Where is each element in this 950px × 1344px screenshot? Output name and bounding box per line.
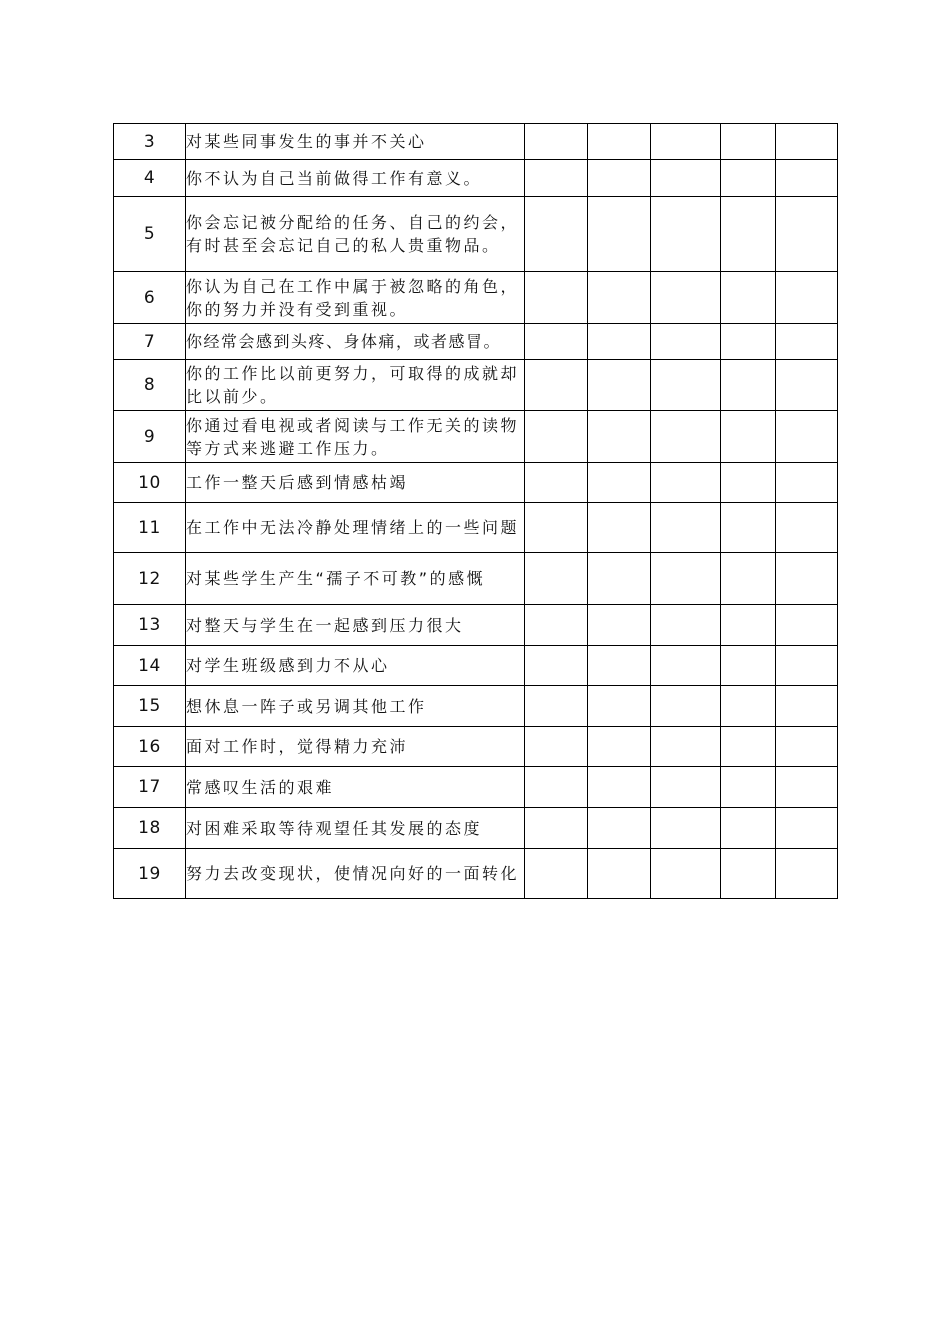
table-row xyxy=(114,360,838,411)
item-text: 你不认为自己当前做得工作有意义。 xyxy=(186,160,525,197)
answer-cell-1[interactable] xyxy=(525,808,588,849)
table-row xyxy=(114,272,838,324)
table-row xyxy=(114,124,838,160)
answer-cell-4[interactable] xyxy=(721,849,776,899)
answer-cell-1[interactable] xyxy=(525,767,588,808)
answer-cell-5[interactable] xyxy=(776,197,838,272)
answer-cell-5[interactable] xyxy=(776,360,838,411)
item-text: 在工作中无法冷静处理情绪上的一些问题 xyxy=(186,503,525,553)
answer-cell-3[interactable] xyxy=(651,686,721,727)
burnout-survey-table xyxy=(113,123,838,899)
item-text: 对整天与学生在一起感到压力很大 xyxy=(186,605,525,646)
answer-cell-1[interactable] xyxy=(525,686,588,727)
answer-cell-4[interactable] xyxy=(721,646,776,686)
item-text: 你认为自己在工作中属于被忽略的角色，你的努力并没有受到重视。 xyxy=(186,272,525,324)
answer-cell-5[interactable] xyxy=(776,808,838,849)
answer-cell-4[interactable] xyxy=(721,272,776,324)
answer-cell-5[interactable] xyxy=(776,553,838,605)
item-text: 常感叹生活的艰难 xyxy=(186,767,525,808)
answer-cell-4[interactable] xyxy=(721,767,776,808)
answer-cell-3[interactable] xyxy=(651,197,721,272)
answer-cell-2[interactable] xyxy=(588,646,651,686)
answer-cell-3[interactable] xyxy=(651,411,721,463)
answer-cell-4[interactable] xyxy=(721,411,776,463)
answer-cell-1[interactable] xyxy=(525,411,588,463)
answer-cell-5[interactable] xyxy=(776,727,838,767)
answer-cell-5[interactable] xyxy=(776,686,838,727)
answer-cell-5[interactable] xyxy=(776,463,838,503)
answer-cell-5[interactable] xyxy=(776,605,838,646)
answer-cell-2[interactable] xyxy=(588,160,651,197)
answer-cell-4[interactable] xyxy=(721,197,776,272)
answer-cell-1[interactable] xyxy=(525,727,588,767)
item-text: 工作一整天后感到情感枯竭 xyxy=(186,463,525,503)
answer-cell-2[interactable] xyxy=(588,605,651,646)
answer-cell-4[interactable] xyxy=(721,503,776,553)
answer-cell-3[interactable] xyxy=(651,124,721,160)
answer-cell-2[interactable] xyxy=(588,197,651,272)
item-number: 15 xyxy=(114,686,186,727)
answer-cell-1[interactable] xyxy=(525,605,588,646)
answer-cell-4[interactable] xyxy=(721,324,776,360)
item-text: 你的工作比以前更努力，可取得的成就却比以前少。 xyxy=(186,360,525,411)
answer-cell-1[interactable] xyxy=(525,124,588,160)
item-number: 4 xyxy=(114,160,186,197)
table-row xyxy=(114,324,838,360)
answer-cell-3[interactable] xyxy=(651,808,721,849)
answer-cell-2[interactable] xyxy=(588,686,651,727)
answer-cell-3[interactable] xyxy=(651,605,721,646)
table-row xyxy=(114,808,838,849)
answer-cell-5[interactable] xyxy=(776,411,838,463)
table-row xyxy=(114,686,838,727)
item-text: 努力去改变现状，使情况向好的一面转化 xyxy=(186,849,525,899)
answer-cell-3[interactable] xyxy=(651,727,721,767)
answer-cell-2[interactable] xyxy=(588,553,651,605)
item-number: 18 xyxy=(114,808,186,849)
item-text: 想休息一阵子或另调其他工作 xyxy=(186,686,525,727)
answer-cell-1[interactable] xyxy=(525,324,588,360)
answer-cell-2[interactable] xyxy=(588,124,651,160)
table-row xyxy=(114,197,838,272)
answer-cell-4[interactable] xyxy=(721,686,776,727)
answer-cell-3[interactable] xyxy=(651,553,721,605)
answer-cell-3[interactable] xyxy=(651,503,721,553)
answer-cell-1[interactable] xyxy=(525,463,588,503)
answer-cell-1[interactable] xyxy=(525,197,588,272)
item-number: 11 xyxy=(114,503,186,553)
item-text: 面对工作时，觉得精力充沛 xyxy=(186,727,525,767)
item-number: 19 xyxy=(114,849,186,899)
answer-cell-1[interactable] xyxy=(525,646,588,686)
item-number: 9 xyxy=(114,411,186,463)
item-text: 你经常会感到头疼、身体痛，或者感冒。 xyxy=(186,324,525,360)
answer-cell-2[interactable] xyxy=(588,503,651,553)
item-number: 7 xyxy=(114,324,186,360)
item-number: 6 xyxy=(114,272,186,324)
answer-cell-2[interactable] xyxy=(588,808,651,849)
answer-cell-5[interactable] xyxy=(776,767,838,808)
answer-cell-3[interactable] xyxy=(651,646,721,686)
answer-cell-2[interactable] xyxy=(588,411,651,463)
answer-cell-4[interactable] xyxy=(721,463,776,503)
table-row xyxy=(114,605,838,646)
answer-cell-3[interactable] xyxy=(651,272,721,324)
item-text: 对某些同事发生的事并不关心 xyxy=(186,124,525,160)
answer-cell-1[interactable] xyxy=(525,849,588,899)
answer-cell-1[interactable] xyxy=(525,272,588,324)
answer-cell-4[interactable] xyxy=(721,727,776,767)
answer-cell-5[interactable] xyxy=(776,503,838,553)
answer-cell-3[interactable] xyxy=(651,463,721,503)
item-text: 对困难采取等待观望任其发展的态度 xyxy=(186,808,525,849)
item-text: 你通过看电视或者阅读与工作无关的读物等方式来逃避工作压力。 xyxy=(186,411,525,463)
item-number: 5 xyxy=(114,197,186,272)
item-number: 13 xyxy=(114,605,186,646)
answer-cell-2[interactable] xyxy=(588,849,651,899)
answer-cell-3[interactable] xyxy=(651,767,721,808)
answer-cell-5[interactable] xyxy=(776,646,838,686)
item-number: 8 xyxy=(114,360,186,411)
answer-cell-2[interactable] xyxy=(588,767,651,808)
answer-cell-4[interactable] xyxy=(721,808,776,849)
item-number: 3 xyxy=(114,124,186,160)
answer-cell-5[interactable] xyxy=(776,160,838,197)
answer-cell-1[interactable] xyxy=(525,503,588,553)
item-number: 12 xyxy=(114,553,186,605)
item-text: 你会忘记被分配给的任务、自己的约会，有时甚至会忘记自己的私人贵重物品。 xyxy=(186,197,525,272)
answer-cell-5[interactable] xyxy=(776,124,838,160)
answer-cell-1[interactable] xyxy=(525,160,588,197)
table-row xyxy=(114,503,838,553)
answer-cell-2[interactable] xyxy=(588,324,651,360)
table-row xyxy=(114,553,838,605)
answer-cell-3[interactable] xyxy=(651,849,721,899)
item-number: 10 xyxy=(114,463,186,503)
table-row xyxy=(114,411,838,463)
answer-cell-4[interactable] xyxy=(721,124,776,160)
answer-cell-1[interactable] xyxy=(525,553,588,605)
table-row xyxy=(114,727,838,767)
table-row xyxy=(114,646,838,686)
answer-cell-4[interactable] xyxy=(721,605,776,646)
answer-cell-5[interactable] xyxy=(776,272,838,324)
answer-cell-3[interactable] xyxy=(651,160,721,197)
answer-cell-1[interactable] xyxy=(525,360,588,411)
answer-cell-5[interactable] xyxy=(776,849,838,899)
item-number: 16 xyxy=(114,727,186,767)
answer-cell-3[interactable] xyxy=(651,360,721,411)
answer-cell-4[interactable] xyxy=(721,360,776,411)
answer-cell-3[interactable] xyxy=(651,324,721,360)
answer-cell-2[interactable] xyxy=(588,360,651,411)
table-row xyxy=(114,160,838,197)
item-number: 17 xyxy=(114,767,186,808)
answer-cell-4[interactable] xyxy=(721,553,776,605)
answer-cell-2[interactable] xyxy=(588,272,651,324)
item-text: 对学生班级感到力不从心 xyxy=(186,646,525,686)
table-row xyxy=(114,767,838,808)
item-text: 对某些学生产生“孺子不可教”的感慨 xyxy=(186,553,525,605)
item-number: 14 xyxy=(114,646,186,686)
table-row xyxy=(114,849,838,899)
answer-cell-2[interactable] xyxy=(588,463,651,503)
answer-cell-2[interactable] xyxy=(588,727,651,767)
answer-cell-5[interactable] xyxy=(776,324,838,360)
table-row xyxy=(114,463,838,503)
answer-cell-4[interactable] xyxy=(721,160,776,197)
